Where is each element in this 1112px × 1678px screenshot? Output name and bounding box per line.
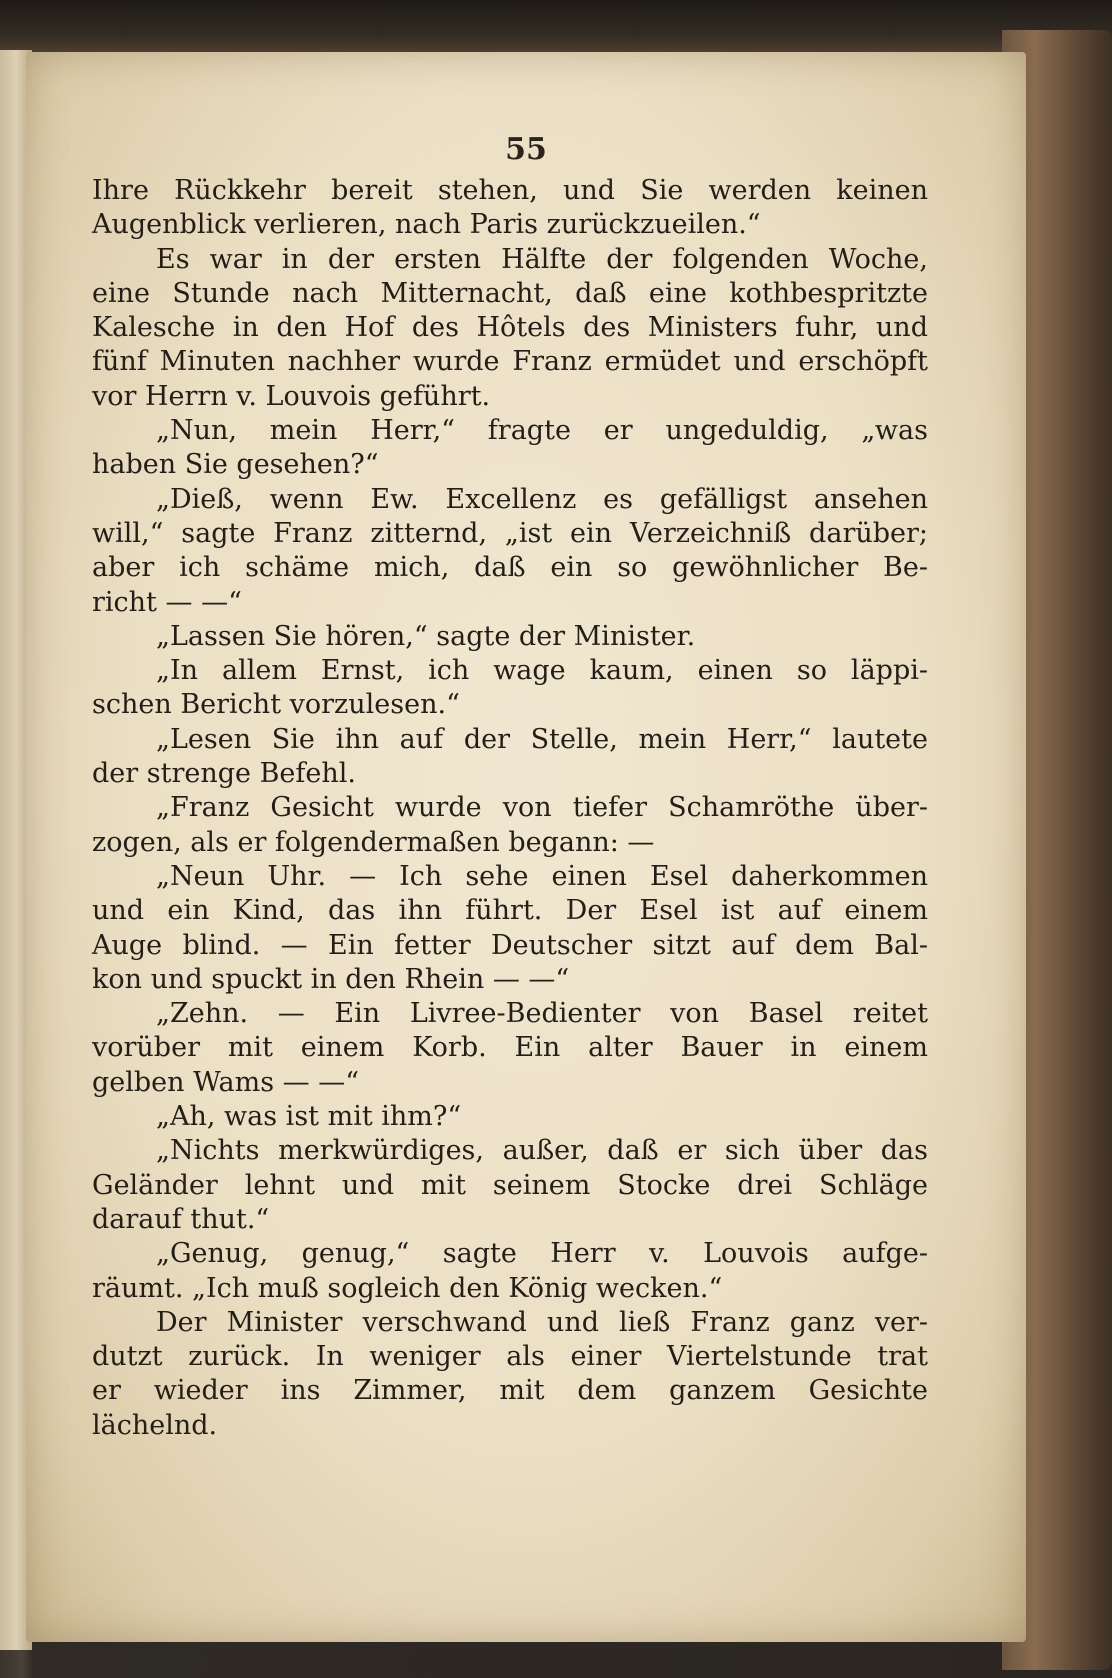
text-line: Ihre Rückkehr bereit stehen, und Sie werden keinen <box>92 175 928 206</box>
text-line: haben Sie gesehen?“ <box>92 449 379 481</box>
text-line: fünf Minuten nachher wurde Franz ermüdet und erschöpft <box>92 346 928 378</box>
text-line: gelben Wams — —“ <box>92 1066 360 1098</box>
text-line: richt — —“ <box>92 586 242 618</box>
book-binding-top <box>0 0 1112 60</box>
text-line: Augenblick verlieren, nach Paris zurückzueilen.“ <box>92 209 761 241</box>
book-page <box>26 52 1026 1642</box>
text-line: und ein Kind, das ihn führt. Der Esel ist auf einem <box>92 895 928 927</box>
text-line: „Neun Uhr. — Ich sehe einen Esel daherkommen <box>156 860 928 892</box>
text-line: vor Herrn v. Louvois geführt. <box>92 380 491 412</box>
text-line: „Genug, genug,“ sagte Herr v. Louvois aufge- <box>156 1238 928 1270</box>
text-line: kon und spuckt in den Rhein — —“ <box>92 963 570 995</box>
text-line: räumt. „Ich muß sogleich den König wecken.“ <box>92 1272 723 1304</box>
page-number: 55 <box>505 132 547 167</box>
text-line: „Lassen Sie hören,“ sagte der Minister. <box>156 620 696 652</box>
text-line: „Lesen Sie ihn auf der Stelle, mein Herr,“ lautete <box>156 723 928 755</box>
text-line: vorüber mit einem Korb. Ein alter Bauer in einem <box>92 1032 928 1064</box>
text-line: Geländer lehnt und mit seinem Stocke drei Schläge <box>92 1169 928 1201</box>
page-text <box>92 174 928 1443</box>
text-line: zogen, als er folgendermaßen begann: — <box>92 826 655 858</box>
text-line: „Zehn. — Ein Livree-Bedienter von Basel reitet <box>156 998 928 1030</box>
text-line: „Nichts merkwürdiges, außer, daß er sich über das <box>156 1135 928 1167</box>
text-line: schen Bericht vorzulesen.“ <box>92 689 460 721</box>
text-line: will,“ sagte Franz zitternd, „ist ein Verzeichniß darüber; <box>92 517 928 549</box>
text-line: lächelnd. <box>92 1409 218 1441</box>
text-line: dutzt zurück. In weniger als einer Viertelstunde trat <box>92 1341 928 1373</box>
text-line: der strenge Befehl. <box>92 758 356 790</box>
text-line: Kalesche in den Hof des Hôtels des Ministers fuhr, und <box>92 312 928 344</box>
text-line: er wieder ins Zimmer, mit dem ganzem Gesichte <box>92 1375 928 1407</box>
text-line: „Nun, mein Herr,“ fragte er ungeduldig, „was <box>156 415 928 447</box>
text-line: aber ich schäme mich, daß ein so gewöhnlicher Be- <box>92 552 928 584</box>
text-line: „In allem Ernst, ich wage kaum, einen so läppi- <box>156 655 928 687</box>
text-line: Auge blind. — Ein fetter Deutscher sitzt auf dem Bal- <box>92 929 928 961</box>
text-line: „Franz Gesicht wurde von tiefer Schamröthe über- <box>156 792 928 824</box>
text-line: Der Minister verschwand und ließ Franz ganz ver- <box>156 1306 928 1338</box>
text-line: darauf thut.“ <box>92 1203 270 1235</box>
text-line: eine Stunde nach Mitternacht, daß eine kothbespritzte <box>92 277 928 309</box>
text-line: Es war in der ersten Hälfte der folgenden Woche, <box>156 243 928 275</box>
text-line: „Dieß, wenn Ew. Excellenz es gefälligst ansehen <box>156 483 928 515</box>
text-line: „Ah, was ist mit ihm?“ <box>156 1101 462 1133</box>
